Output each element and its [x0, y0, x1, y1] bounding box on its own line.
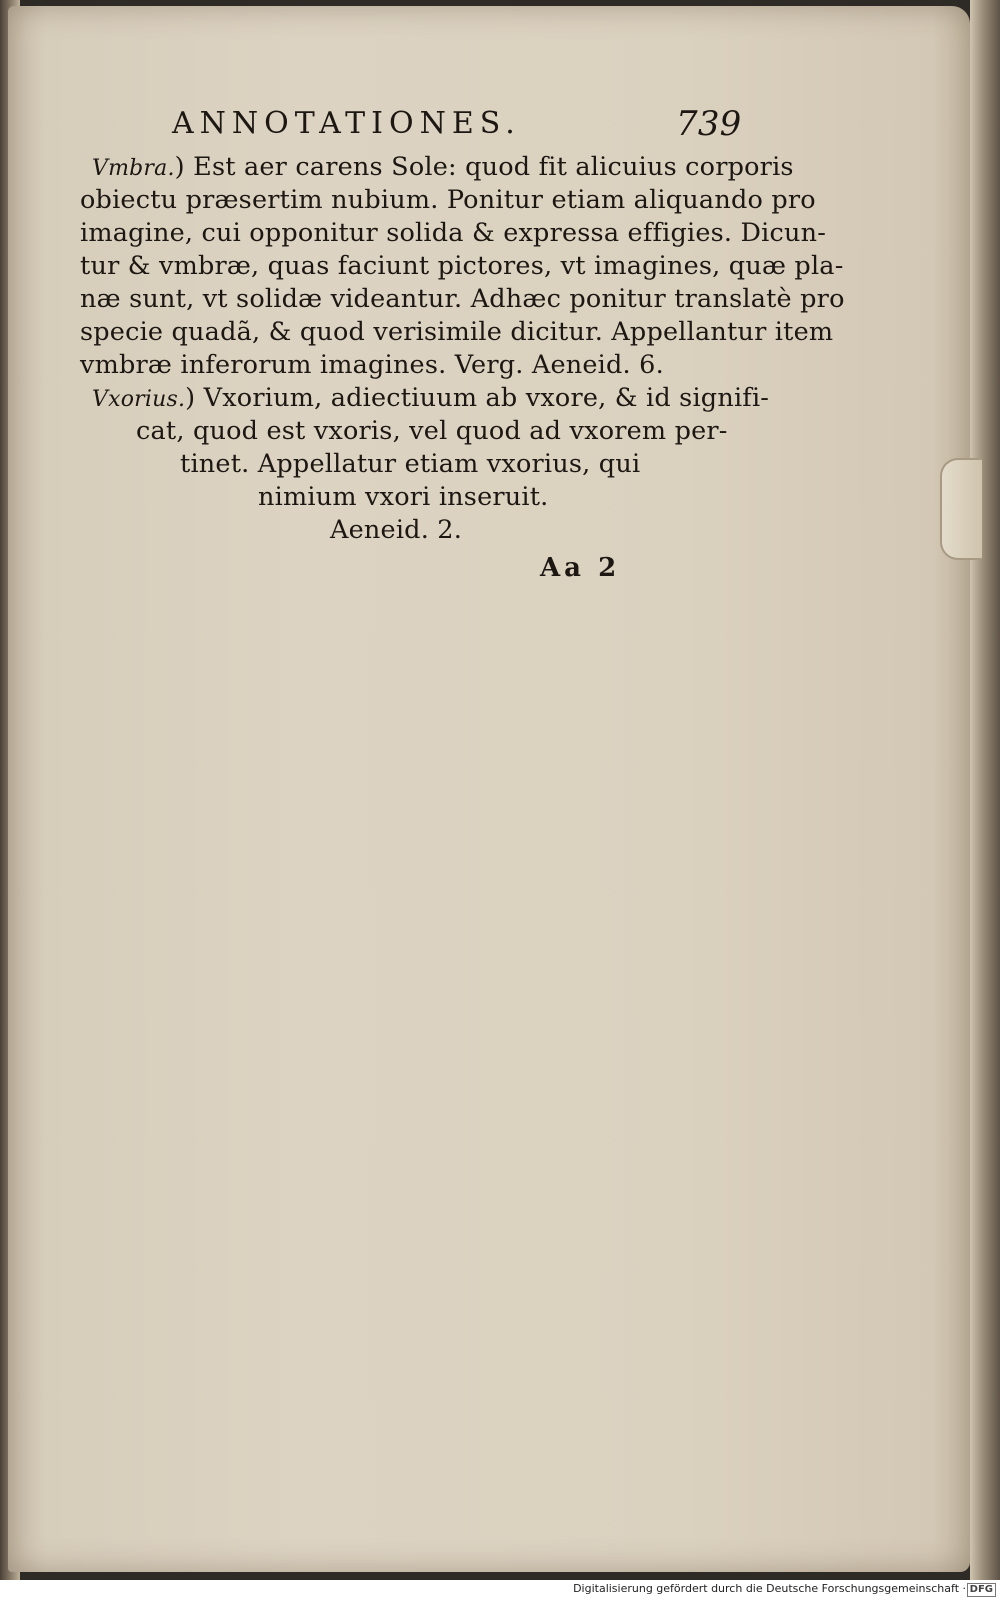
entry-line — [92, 152, 794, 182]
signature-mark: Aa 2 — [540, 553, 621, 583]
entry-line — [92, 383, 769, 413]
entry-line: nimium vxori inseruit. — [258, 482, 549, 512]
entry-line: cat, quod est vxoris, vel quod ad vxorem per- — [136, 416, 728, 446]
entry-line: næ sunt, vt solidæ videantur. Adhæc ponitur translatè pro — [80, 284, 845, 314]
funding-credit: Digitalisierung gefördert durch die Deutsche Forschungsgemeinschaft · — [573, 1582, 966, 1595]
entry-line: vmbræ inferorum imagines. Verg. Aeneid. 6. — [80, 350, 664, 380]
entry-line: tinet. Appellatur etiam vxorius, qui — [180, 449, 641, 479]
entry-line: specie quadã, & quod verisimile dicitur. Appellantur item — [80, 317, 834, 347]
entry-line: Aeneid. 2. — [330, 515, 463, 545]
lemma: Vxorius. — [92, 387, 186, 412]
dfg-logo: DFG — [967, 1583, 996, 1597]
page-tab — [940, 458, 982, 560]
page-number: 739 — [676, 104, 742, 144]
running-head: ANNOTATIONES. — [172, 106, 521, 141]
page-fore-edge — [970, 0, 1000, 1580]
entry-line: imagine, cui opponitur solida & expressa effigies. Dicun- — [80, 218, 827, 248]
lemma: Vmbra. — [92, 156, 175, 181]
footer-bar — [0, 1580, 1000, 1600]
entry-text: ) Vxorium, adiectiuum ab vxore, & id signifi- — [185, 383, 770, 413]
entry-line: tur & vmbræ, quas faciunt pictores, vt imagines, quæ pla- — [80, 251, 844, 281]
entry-line: obiectu præsertim nubium. Ponitur etiam aliquando pro — [80, 185, 816, 215]
entry-text: ) Est aer carens Sole: quod fit alicuius corporis — [174, 152, 794, 182]
